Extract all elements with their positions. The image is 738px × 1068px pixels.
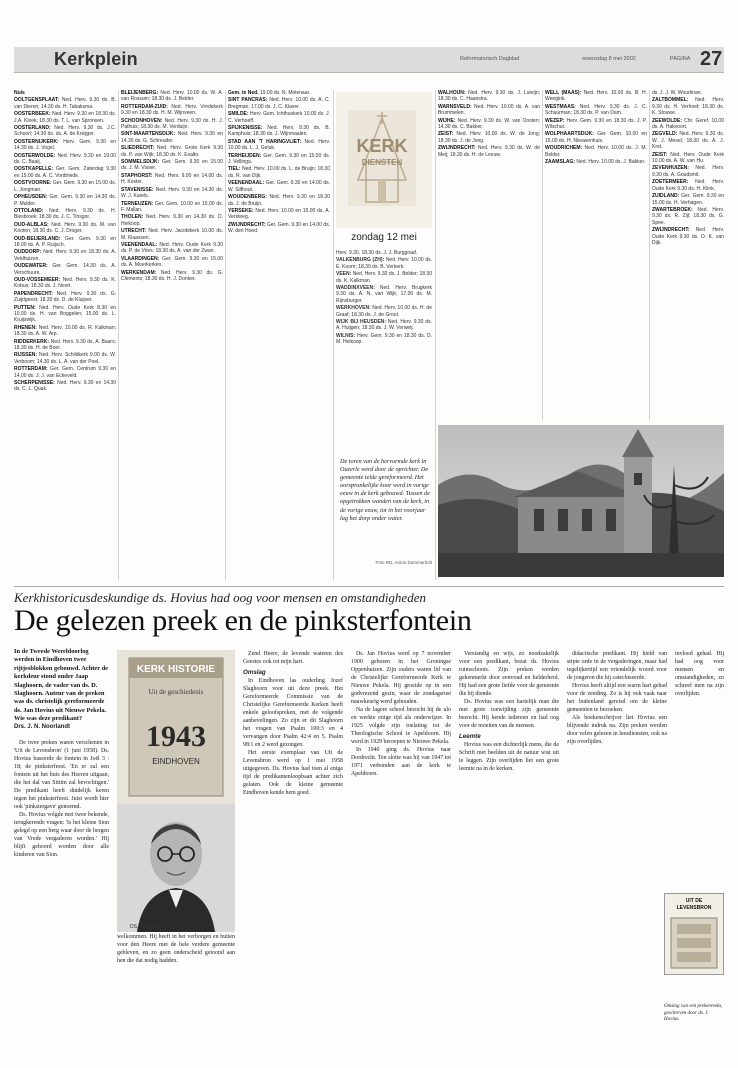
listing-services: Herv. Gem. Ichthuskerk 10.00 ds. J. C. Verhoeff.	[228, 111, 330, 124]
article-paragraph: Ds. Hovius volgde met twee bekende, terugkerende vragen: 'Is het kleine Sion gelegd op een berg waar door de bergen van Vrede vergaderen worden.' Hij blijft gehoord worden door alle kinderen van Sion.	[14, 812, 109, 858]
listing-services: Ned. Herv. 10.00 ds. A. C. Bregman; 17.00 ds. J. C. Klaver.	[228, 97, 330, 110]
listing-place: OUD-ALBLAS:	[14, 221, 49, 228]
listing-place: OTTOLAND:	[14, 207, 44, 214]
listing-place: OOSTVOORNE:	[14, 180, 52, 187]
listing-place: ZEGVELD:	[652, 131, 678, 138]
listing-services: Ned. Herv. 9.30 en 18.30 ds. J. de Bruijn.	[228, 194, 330, 207]
listing-entry	[545, 90, 647, 103]
listing-entry	[14, 249, 116, 262]
listing-services: Chr. Geref. 10.00 ds. A. Hakvoort.	[652, 117, 724, 131]
listing-entry	[438, 118, 540, 131]
listing-services: Ned. Herv. 9.30 ds. B. Kamphuis; 18.30 ds. J. Wijnmaalen.	[228, 125, 330, 138]
listing-entry	[14, 166, 116, 179]
listing-place: ZWIJNDRECHT:	[652, 227, 690, 234]
listing-services: Ned. Herv. 9.30 ds. G. Clements; 18.30 ds. H. J. Donker.	[121, 269, 223, 282]
listing-services: Ger. Gem. 9.30 en 14.00 ds. W. den Hoed.	[228, 221, 330, 235]
listing-entry	[14, 222, 116, 235]
listing-place: OUDDORP:	[14, 249, 42, 256]
listing-place: OUDEWATER:	[14, 263, 48, 270]
listing-services: Ned. Herv. 9.30 en 14.30 ds. D. Heikoop.	[121, 214, 223, 227]
listing-entry	[121, 242, 223, 255]
listing-entry	[14, 97, 116, 110]
listing-services: Ned. Herv. 9.00 en 14.00 ds. H. Koster.	[121, 172, 223, 186]
poster-caption: Omslag van een prekenreeks, geschreven door ds. J. Hovius.	[664, 1004, 723, 1022]
article-headline: De gelezen preek en de pinksterfontein	[14, 604, 472, 637]
listing-services: Herv. 9.30, 18.30 ds. J. J. Burggraaf.	[336, 250, 418, 256]
listing-place: OOLTGENSPLAAT:	[14, 97, 60, 104]
logo-word-diensten: DIENSTEN	[361, 158, 403, 167]
article-paragraph: welkommen. Hij heeft in het verborgen en buiten voor den Heere met de hele verdere gemeente gebleven, en zo geen onderscheid getoond aan hen die dat nodig hadden.	[117, 934, 235, 964]
listing-entry	[121, 145, 223, 158]
listing-services: Ger. Gem. 14.30 ds. A. Verschuure.	[14, 263, 116, 276]
listing-services: Ned. Herv. 9.30 ds. J. Belder; 18.30 ds. K. Kalkman.	[336, 271, 432, 284]
listing-place: SLIEDRECHT:	[121, 145, 155, 152]
article-paragraph: Zend Heere, de levende wateren des Geestes ook tot mijn hart.	[243, 651, 343, 665]
listing-place: ZWIJNDRECHT:	[228, 221, 266, 228]
listing-services: Ned. Herv. 9.30 ds. W. J. Mesel; 18.30 ds. A. J. Kret.	[652, 131, 724, 151]
article-paragraph: De twee preken waren verschenen in 'Uit de Levensbron' (1 juni 1958). Ds. Hovius baseerde de fontein in Joël 3 : 18; de pinksterfeest. 'En er zal een fontein uit het huis des Heeren uitgaan, die het dal van Sittim zal bevochtigen.' De predikant heeft duidelijk keren tegen het pinksterfeest. Juist wordt hier ook 'pinkstergave' genoemd.	[14, 740, 109, 810]
listing-services: Herv. Gem. 9.30 en 14.30 ds. J. Vogel.	[14, 138, 116, 152]
listing-entry	[652, 90, 724, 96]
listing-services: Ned. Herv. 9.30 en 14.30 ds. C. L. Quak.	[14, 380, 116, 393]
listing-place: STAPHORST:	[121, 172, 153, 179]
listing-place: THOLEN:	[121, 214, 144, 221]
listing-services: Ned. Herv. 9.30 ds. B. van Dieren; 14.30 ds. H. Tabaksma.	[14, 97, 116, 110]
listing-services: Ned. Herv. 9.30 en 14.30 ds. W. J. Karels.	[121, 186, 223, 200]
article-paragraph: invloed gehad. Hij had oog voor mensen en omstandigheden, zo schreef men na zijn overlijden.	[675, 651, 724, 697]
listing-services: Ger. Gem. 9.30 en 15.00 ds. H. Verhagen.	[652, 193, 724, 206]
listing-entry	[336, 285, 432, 304]
paper-name: Reformatorisch Dagblad	[460, 56, 520, 62]
listing-place: OOSTERBEEK:	[14, 111, 51, 118]
article-byline: Drs. J. N. Noorlandt	[14, 724, 71, 730]
listing-place: WOUDRICHEM:	[545, 145, 583, 152]
listing-place: ZALTBOMMEL:	[652, 97, 689, 104]
listing-services: Ned. Herv. 9.30 ds. J. Luteijn; 18.30 ds. C. Haanstra.	[438, 90, 540, 103]
church-listing-column-4	[438, 90, 540, 420]
listing-entry	[14, 111, 116, 124]
listing-entry	[438, 145, 540, 158]
listing-place: ZEVENHUIZEN:	[652, 165, 689, 172]
book-year: 1943	[146, 720, 206, 753]
listing-services: Ger. Gem. 9.30 en 15.00 ds. A. Moerkerken.	[121, 255, 223, 269]
article-column-6	[675, 650, 724, 890]
article-subhead: Omslag	[243, 669, 266, 676]
listing-services: Herv. Gem. 9.30 en 18.30 ds. J. P. Wilschut.	[545, 117, 647, 131]
listing-services: Ned. Herv. 9.30 ds. R. Zijl; 18.30 ds. G. Spee.	[652, 206, 724, 226]
listing-place: OOSTERLAND:	[14, 125, 51, 132]
listing-entry	[14, 366, 116, 379]
listing-services: Ned. Herv. 10.00 ds. A. van Brummelen.	[438, 103, 540, 117]
listing-place: ZWIJNDRECHT:	[438, 145, 476, 152]
listing-entry	[652, 165, 724, 178]
listing-entry	[14, 352, 116, 365]
listing-entry	[438, 131, 540, 144]
listing-entry	[545, 131, 647, 144]
article-column-2b	[117, 933, 235, 1061]
church-listing-column-2	[121, 90, 223, 580]
church-listing-column-1	[14, 90, 116, 580]
listing-place: OUD-BEIJERLAND:	[14, 235, 61, 242]
listing-place: ZEIST:	[652, 151, 668, 158]
listing-entry	[121, 159, 223, 172]
portrait-photo	[117, 804, 235, 932]
listing-services: Ned. Herv. 9.30 ds. H. Verhoef; 18.30 ds. K. Stouwe.	[652, 97, 724, 117]
listing-place: SOMMELSDIJK:	[121, 159, 160, 166]
listing-services: Ned. Herv. 9.30 en 18.30 ds. A. Veldhuizen.	[14, 249, 116, 262]
listing-place: OOSTERNIJKERK:	[14, 138, 59, 145]
listing-services: Ned. Herv. Oude Kerk 9.30 ds. P. de Vries; 18.30 ds. A. van der Zwan.	[121, 241, 223, 255]
column-rule	[649, 90, 650, 420]
listing-services: Ned. Herv. 10.00 ds. L. J. Geluk.	[228, 138, 330, 152]
column-rule	[225, 90, 226, 580]
listing-services: Ned. Herv. 9.30 ds. W. de Meij; 18.30 ds. H. de Leeuw.	[438, 145, 540, 158]
listing-services: Ned. Herv. 9.30 ds. A. Huijgen; 18.30 ds. J. W. Verweij.	[336, 319, 432, 332]
book-city: EINDHOVEN	[152, 757, 200, 766]
church-listing-middle	[336, 250, 432, 580]
article-paragraph: Hovius was een dichterlijk mens, die de Schrift met beelden uit de natuur wist uit te leggen. Zijn overlijden liet een grote leemte na in de kerken.	[459, 742, 559, 772]
article-paragraph: Verstandig en wijs, zo noodzakelijk voor een predikant, bezat ds. Hovius ruimschoots. Zijn preken werden gekenmerkt door eenvoud en helderheid. Hij had een grote liefde voor de gemeente die hij diende.	[459, 651, 559, 697]
listing-services: Ned. Herv. Schildkerk 9.00 ds. W. Verboom; 14.30 ds. L. A. van der Poel.	[14, 352, 116, 365]
listing-place: OUD-VOSSEMEER:	[14, 276, 61, 283]
listing-place: SCHERPENISSE:	[14, 380, 55, 387]
listing-place: SCHOONHOVEN:	[121, 117, 163, 124]
page-label: PAGINA	[670, 56, 691, 62]
listing-entry	[652, 179, 724, 192]
listing-entry	[228, 125, 330, 138]
article-paragraph: Het eerste exemplaar van Uit de Levensbron werd op 1 mei 1958 uitgegeven. Ds. Hovius had toen al enige tijd de predikantenloopbaan achter zich gelaten. Ook de kleine gemeente Eindhoven kende hem goed.	[243, 750, 343, 796]
church-photo	[438, 425, 724, 577]
listing-place: SINT-MAARTENSDIJK:	[121, 131, 176, 138]
listing-services: Ned. Herv. 10.00 ds. L. de Bruijn; 18.30 ds. R. van Dijk.	[228, 166, 330, 179]
listing-place: VEEN:	[336, 271, 352, 278]
listing-entry	[228, 97, 330, 110]
article-column-5	[567, 650, 667, 1061]
listing-services: Ned. Herv. 9.30 ds. W. van Oosten; 14.30 ds. C. Bakker.	[438, 117, 540, 131]
listing-place: ZAAMSLAG:	[545, 159, 575, 166]
listing-place: PAPENDRECHT:	[14, 290, 53, 297]
listing-place: ZEEWOLDE:	[652, 117, 682, 124]
listing-place: WIJK BIJ HEUSDEN:	[336, 319, 387, 326]
article-paragraph: Ds. Hovius was een hartelijk man die met grote toewijding zijn gemeente bezocht. Hij kende iedereen en had oog voor de moeiten van de mensen.	[459, 699, 559, 729]
listing-services: Ned. Herv. 9.30 ds. M. van Kooten; 18.30 ds. C. J. Droger.	[14, 221, 116, 235]
listing-services: Ned. Herv. 10.00 ds. H. de Graaf; 18.30 ds. J. de Groot.	[336, 305, 432, 318]
listing-entry	[14, 380, 116, 393]
listing-place: ZEIST:	[438, 131, 454, 138]
kerkdiensten-logo-box	[336, 92, 432, 228]
listing-entry	[121, 173, 223, 186]
listing-place: BLEIJENBERG:	[121, 90, 159, 96]
article-paragraph: Als boekenschrijver liet Hovius een blijvende indruk na. Zijn preken werden door velen gelezen in leesdiensten, ook na zijn overlijden.	[567, 715, 667, 745]
listing-services: Ned. Herv. 10.00 ds. W. A. van Rossum; 18.30 ds. J. Belder.	[121, 90, 223, 103]
article-subhead: Leemte	[459, 733, 481, 740]
church-listing-column-6	[652, 90, 724, 420]
column-rule	[333, 90, 334, 580]
listing-entry	[14, 194, 116, 207]
listing-services: ds. J. J. W. Woudman.	[652, 90, 702, 96]
listing-entry	[121, 256, 223, 269]
book-label: KERK HISTORIE	[136, 664, 216, 675]
listing-entry	[652, 193, 724, 206]
church-listing-column-5	[545, 90, 647, 420]
listing-services: Ger. Gem. Zaterdag 9.30 en 15.00 ds. A. C. Vordtriede.	[14, 166, 116, 179]
listing-place: RHENEN:	[14, 324, 37, 331]
listing-services: Ned. Herv. 9.30 ds. A. Goudsmit.	[652, 165, 724, 178]
listing-entry	[228, 139, 330, 152]
listing-entry	[121, 214, 223, 227]
listing-place: WESTMAAS:	[545, 103, 576, 110]
listing-entry	[14, 339, 116, 352]
listing-place: TERHEIJDEN:	[228, 152, 262, 159]
listing-services: Ned. Herv. Jacobikerk 10.00 ds. M. Klaassen.	[121, 228, 223, 241]
logo-word-kerk: KERK	[356, 136, 408, 156]
article-paragraph: didactische predikant. Hij hield van stipte orde in de vergaderingen, maar had tegelijkertijd een vriendelijk woord voor de jongeren die hij catechiseerde.	[567, 651, 667, 681]
photo-credit: Foto RD, Anton Dommerholt	[375, 560, 432, 565]
article-column-4	[459, 650, 559, 1061]
listing-entry	[121, 228, 223, 241]
listing-place: RIJSSEN:	[14, 352, 38, 359]
listing-services: Ned. Herv. Oude Kerk 10.00 ds. A. W. van Hu.	[652, 151, 724, 165]
listing-entry	[336, 305, 432, 318]
listing-services: Ger. Gem. 10.00 en 15.00 ds. H. Nieuwenhuis.	[545, 131, 647, 144]
listing-entry	[121, 270, 223, 283]
listing-entry	[228, 153, 330, 166]
listing-place: RIDDERKERK:	[14, 338, 49, 345]
listing-place: OPHEUSDEN:	[14, 194, 48, 201]
listing-place: VLAARDINGEN:	[121, 255, 160, 262]
listing-place: ZUIDLAND:	[652, 193, 680, 200]
listing-entry	[14, 180, 116, 193]
listing-services: Ned. Herv. 9.30 en 18.30 ds. J.A. Kloek; 18.30 ds. T. L. van Spronsen.	[14, 111, 116, 124]
listing-services: Ned. Herv. 10.00 en 15.00 ds. A. Versteeg.	[228, 207, 330, 221]
listing-services: Ned. Herv. 9.30 ds. H. J. Pathuis; 18.30 ds. M. Verduijn.	[121, 117, 223, 131]
article-column-3	[351, 650, 451, 1061]
listing-services: Ned. Herv. Vredekerk 9.30 en 18.30 ds. H. M. Wijnveen.	[121, 103, 223, 117]
book-cover-icon	[117, 650, 235, 804]
listing-entry	[121, 118, 223, 131]
listing-place: WERKHOVEN:	[336, 305, 371, 312]
listing-services: Ned. Herv. 10.00 ds. E. Koorn; 18.30 ds. B. Verkerk.	[336, 257, 432, 270]
listing-entry	[228, 111, 330, 124]
listing-entry	[438, 104, 540, 117]
listing-services: Ned. Herv. Oude Kerk 9.30 ds. D. K. van Dijk.	[652, 227, 724, 246]
listing-entry	[228, 166, 330, 179]
listing-services: Ned. Herv. 9.30 en 19.00 ds. C. Baaij.	[14, 152, 116, 166]
listing-entry	[121, 90, 223, 103]
listing-services: Ger. Gem. 9.30 en 14.30 ds. P. Mulder.	[14, 194, 116, 207]
listing-entry	[14, 139, 116, 152]
church-photo-caption: De toren van de hervormde kerk in Ouzerle werd door de oprichter. De gemeente telde gereformeerd. Het oorspronkelijke koor werd in vorige eeuw in de kerk gebouwd. Tussen de opgetrokken wanden van de kerk, in de vorige eeuw, tot in het voorjaar lag het dorp onder water.	[340, 458, 430, 522]
listing-entry	[652, 97, 724, 116]
listing-services: Ned. Herv. Oude Kerk 9.30 ds. H. Klink.	[652, 179, 724, 192]
listing-place: STAVENISSE:	[121, 186, 154, 193]
listing-entry	[336, 319, 432, 332]
listing-entry	[228, 90, 330, 96]
listing-services: Ned. Herv. 9.30 ds. A. Baars; 18.30 ds. H. de Boer.	[14, 338, 116, 352]
listing-entry	[228, 194, 330, 207]
listing-entry	[336, 333, 432, 346]
listing-entry	[121, 131, 223, 144]
listing-place: ROTTERDAM-ZUID:	[121, 103, 168, 110]
listing-entry	[652, 131, 724, 150]
listing-place: VEENENDAAL:	[228, 180, 265, 187]
listing-entry	[336, 271, 432, 284]
listing-services: Ger. Gem. 9.30 en 14.00 ds. W. Silfhout.	[228, 180, 330, 193]
article-intro: In de Tweede Wereldoorlog werden in Eindhoven twee rijtjesblokken gebouwd. Achter de kerkdeur stond onder Jaap Slaghoorn, de vader van ds. D. Slaghoorn. Auteur van de preken was ds. christelijk gereformeerde ds. Jan Hovius uit Nieuwe Pekela. Wie was deze predikant?	[14, 648, 108, 723]
listing-place: SPIJKENISSE:	[228, 125, 263, 132]
listing-entry	[121, 104, 223, 117]
listing-entry	[121, 201, 223, 214]
listing-place: TIEL:	[228, 166, 241, 173]
listing-services: Ned. Herv. Brugkerk 9.30 ds. A. N. van Wijk; 17.00 ds. M. Rijnsburger.	[336, 285, 432, 304]
listing-place: WERKENDAM:	[121, 269, 157, 276]
listing-place: SMILDE:	[228, 111, 249, 118]
listing-entry	[228, 208, 330, 221]
article-kicker: Kerkhistoricusdeskundige ds. Hovius had oog voor mensen en omstandigheden	[14, 590, 426, 605]
listing-entry	[228, 180, 330, 193]
book-cover-image	[117, 650, 235, 804]
listing-services: Ned. Herv. 10.00 ds. W. de Jong; 18.30 ds. J. de Jong.	[438, 131, 540, 144]
listing-services: Ger. Gem. 9.30 en 15.00 ds. L. Jongman.	[14, 180, 116, 193]
listing-place: WILNIS:	[336, 332, 356, 339]
listing-entry	[14, 90, 116, 96]
page-header	[14, 47, 724, 73]
listing-services: 19.00 ds. N. Molenaar.	[258, 90, 311, 96]
listing-place: TERNEUZEN:	[121, 200, 154, 207]
listing-entry	[14, 236, 116, 249]
service-date: zondag 12 mei	[351, 232, 417, 243]
poster-title: UIT DE	[685, 898, 703, 904]
listing-services: Ned. Herv. Grote Kerk 9.30 ds. P. van Wijk; 18.30 ds. K. Exalto.	[121, 145, 223, 158]
listing-services: Ger. Gem. 9.30 en 18.00 ds. A. P. Ruijsch.	[14, 235, 116, 248]
listing-place: WALHOUN:	[438, 90, 466, 96]
listing-place: OOSTERWOLDE:	[14, 152, 56, 159]
listing-entry	[14, 291, 116, 304]
listing-place: WELL (MAAS):	[545, 90, 582, 96]
listing-services: Ned. Herv. 9.30 en 14.30 ds. G. Schreuder.	[121, 131, 223, 144]
listing-entry	[14, 208, 116, 221]
section-divider	[14, 586, 724, 587]
listing-place: OOSTKAPELLE:	[14, 166, 54, 173]
article-paragraph: In 1940 ging ds. Hovius naar Dordrecht. Ten slotte was hij van 1947 tot 1971 verbonden aan de kerk te Apeldoorn.	[351, 747, 451, 777]
listing-place: ROTTERDAM:	[14, 366, 48, 373]
listing-services: Ned. Herv. 9.30 ds. G. Zuijdgeest; 18.30 ds. D. de Kluijver.	[14, 290, 116, 304]
listing-entry	[336, 250, 432, 256]
church-logo-icon	[348, 110, 416, 206]
listing-services: Ned. Herv. 10.00 ds. J. Bakker.	[575, 159, 646, 166]
listing-place: YERSEKE:	[228, 207, 254, 214]
poster-illustration-icon	[665, 914, 723, 974]
column-rule	[435, 90, 436, 580]
article-paragraph: In Eindhoven las ouderling Jozef Slaghoorn voor uit deze preek. Het Gereformeerde Commissie van de Christelijke Gereformeerde Kerken heeft enkele geloofspreken, met de volgende aanbevelingen. Zo zijn er dit Slaghoorn het vragen van Psalm 100:3 en 4 vervangen door Psalm 42:4 en 5. Psalm 98:1 en 2 werd gezongen.	[243, 678, 343, 748]
listing-place: WOLPHAARTSDIJK:	[545, 131, 594, 138]
listing-entry	[652, 118, 724, 131]
listing-entry	[14, 263, 116, 276]
issue-date: woensdag 8 mei 2002	[582, 56, 636, 62]
listing-place: WEZEP:	[545, 117, 565, 124]
listing-services: Ned. Herv. 9.30 ds. J.C. Schoorl; 14.30 ds. ds. A. de Kreijger.	[14, 125, 116, 138]
article-paragraph: Hovius heeft altijd een warm hart gehad voor de zending. Zo is hij ook vaak naar het buitenland gereisd om de kleine gemeenten te bezoeken.	[567, 683, 667, 713]
listing-services: Ned. Herv. 9.30 ds. K. Kobus; 18.30 ds. J. Noort.	[14, 276, 116, 290]
poster-subtitle: LEVENSBRON	[676, 905, 712, 911]
listing-entry	[121, 187, 223, 200]
church-listing-column-3	[228, 90, 330, 580]
page-number: 27	[700, 48, 723, 70]
listing-services: Ger. Gem. 9.30 en 15.00 ds. J. M. Visser.	[121, 159, 223, 172]
listing-place: WADDINXVEEN:	[336, 285, 375, 292]
listing-place: WIJHE:	[438, 117, 456, 124]
listing-services: Ned. Herv. 10.00 ds. R. Kalkman; 18.30 ds. A. W. Arp.	[14, 324, 116, 338]
listing-services: Ned. Herv. 9.30 ds. J. C. Schuurman; 18.30 ds. P. van Dam.	[545, 103, 647, 117]
column-rule	[542, 90, 543, 420]
listing-entry	[652, 207, 724, 226]
listing-entry	[545, 159, 647, 165]
listing-place: WARNSVELD:	[438, 103, 472, 110]
listing-entry	[14, 153, 116, 166]
listing-place: VEENENDAAL:	[121, 241, 158, 248]
listing-place: Gem. te Ned.	[228, 90, 259, 96]
listing-entry	[545, 118, 647, 131]
article-paragraph: Ds. Jan Hovius werd op 7 november 1900 geboren in het Groningse Oppenhuizen. Zijn ouders waren lid van de Christelijke Gereformeerde Kerk te Nieuwe Pekela. Hij groeide op in een godvrezend gezin, waar de zondagsrust nauwkeurig werd gehouden.	[351, 651, 451, 705]
listing-entry	[228, 222, 330, 235]
listing-services: Ned. Herv. 9.30 ds. H. Biesbroek; 18.30 ds. J. C. Tinsgor.	[14, 207, 116, 221]
listing-place: SINT PANCRAS:	[228, 97, 268, 104]
column-rule	[118, 90, 119, 580]
listing-entry	[14, 277, 116, 290]
listing-entry	[652, 227, 724, 246]
listing-services: Ned. Herv. 10.00 ds. B. H. Weegink.	[545, 90, 647, 103]
portrait-caption: DS. HOVIUS	[130, 924, 159, 930]
listing-services: Ger. Gem. 9.30 en 15.00 ds. J. Vellinga.	[228, 152, 330, 166]
listing-services: Ger. Gem. 10.00 en 15.00 ds. F. Mallan.	[121, 200, 223, 213]
listing-entry	[652, 152, 724, 165]
listing-place: WOUDENBERG:	[228, 194, 267, 201]
listing-place: Nuis	[14, 90, 25, 96]
listing-place: ZOETERMEER:	[652, 179, 689, 186]
listing-entry	[14, 305, 116, 324]
listing-entry	[545, 104, 647, 117]
listing-services: Ned. Herv. 10.00 ds. J. M. Belder.	[545, 145, 647, 158]
article-column-1	[14, 739, 109, 1061]
listing-place: PUTTEN:	[14, 304, 36, 311]
listing-place: UTRECHT:	[121, 228, 146, 235]
listing-services: Ger. Gem. Centrum 9.30 en 14.00 ds. J. J. van Eckeveld.	[14, 366, 116, 379]
listing-place: VALKENBURG (ZH):	[336, 257, 385, 264]
listing-entry	[336, 257, 432, 270]
book-subtitle: Uit de geschiedenis	[148, 688, 204, 696]
listing-place: STAD AAN 'T HARINGVLIET:	[228, 138, 302, 145]
listing-entry	[14, 325, 116, 338]
listing-place: ZWARTEBROEK:	[652, 206, 693, 213]
article-paragraph: Na de lagere school bezocht hij de ulo en werkte enige tijd als onderwijzer. In 1925 volgde zijn toelating tot de Theologische School te Apeldoorn. Hij werd in 1929 beroepen te Nieuwe Pekela.	[351, 707, 451, 745]
listing-services: Ned. Herv. Oude Kerk 8.30 en 10.00 ds. H. van Boggelen; 15.00 ds. L. Kruijswijk.	[14, 304, 116, 324]
section-title: Kerkplein	[54, 49, 138, 69]
listing-entry	[545, 145, 647, 158]
poster-image	[664, 893, 724, 975]
listing-entry	[438, 90, 540, 103]
article-column-2	[243, 650, 343, 1061]
listing-entry	[14, 125, 116, 138]
listing-services: Herv. Gem. 9.30 en 18.30 ds. D. M. Heikoop.	[336, 332, 432, 346]
